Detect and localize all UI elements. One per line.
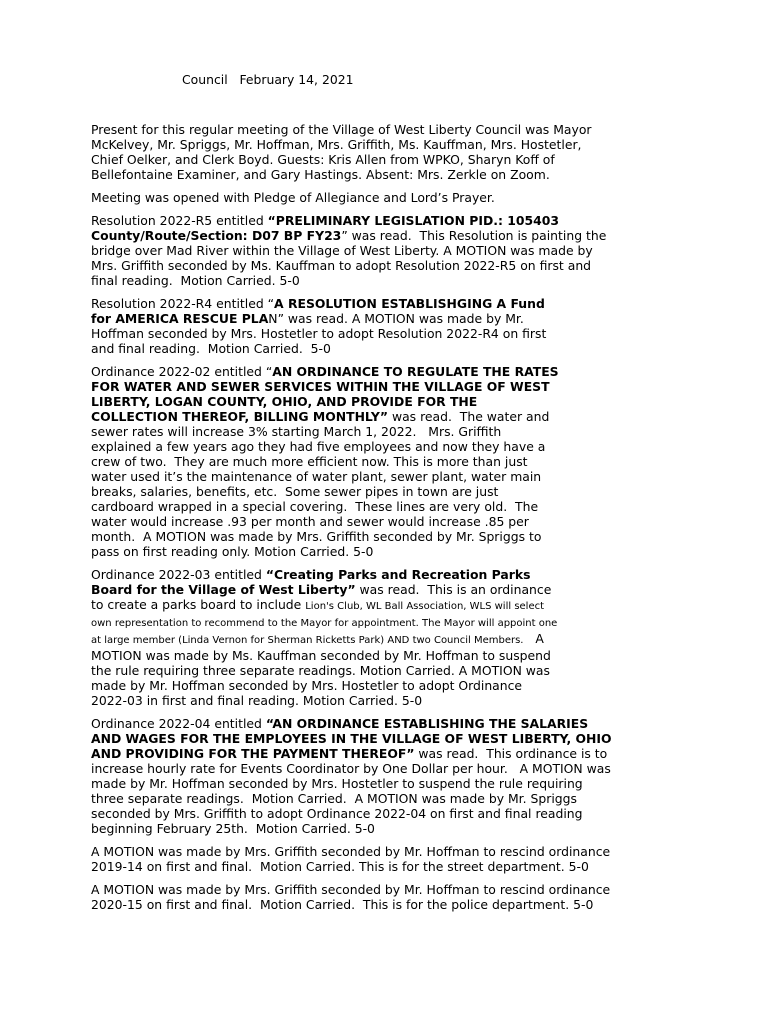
text-run: Meeting was opened with Pledge of Allegiance and Lord’s Prayer. [91, 190, 495, 205]
text-line [91, 648, 691, 663]
text-run: A MOTION was made by Mrs. Griffith seconded by Mr. Hoffman to rescind ordinance [91, 844, 611, 859]
text-line [91, 529, 691, 544]
text-run: sewer rates will increase 3% starting March 1, 2022. Mrs. Griffith [91, 424, 502, 439]
bold-text-run: “Creating Parks and Recreation Parks [265, 567, 531, 582]
document-header: Council February 14, 2021 [182, 72, 354, 87]
text-run: A MOTION was made by Mrs. Griffith seconded by Mr. Hoffman to rescind ordinance [91, 882, 611, 897]
text-line [91, 484, 691, 499]
text-run: bridge over Mad River within the Village of West Liberty. A MOTION was made by [91, 243, 593, 258]
text-line [91, 228, 691, 243]
text-run: breaks, salaries, benefits, etc. Some sewer pipes in town are just [91, 484, 499, 499]
paragraph [91, 364, 691, 559]
text-line [91, 776, 691, 791]
text-line [91, 122, 691, 137]
paragraph [91, 296, 691, 356]
text-run: Chief Oelker, and Clerk Boyd. Guests: Kris Allen from WPKO, Sharyn Koff of [91, 152, 555, 167]
text-run: and final reading. Motion Carried. 5-0 [91, 341, 331, 356]
text-line [91, 137, 691, 152]
text-line [91, 806, 691, 821]
text-line [91, 311, 691, 326]
text-line [91, 394, 691, 409]
text-run: water used it’s the maintenance of water plant, sewer plant, water main [91, 469, 542, 484]
text-line [91, 678, 691, 693]
text-run: Resolution 2022-R4 entitled “ [91, 296, 275, 311]
text-line [91, 152, 691, 167]
text-run: water would increase .93 per month and sewer would increase .85 per [91, 514, 529, 529]
bold-text-run: COLLECTION THEREOF, BILLING MONTHLY” [91, 409, 389, 424]
text-line [91, 243, 691, 258]
text-line [91, 582, 691, 597]
text-run: Bellefontaine Examiner, and Gary Hastings. Absent: Mrs. Zerkle on Zoom. [91, 167, 550, 182]
paragraph [91, 122, 691, 182]
text-run: Ordinance 2022-03 entitled [91, 567, 266, 582]
text-run: Ordinance 2022-02 entitled “ [91, 364, 273, 379]
bold-text-run: AND WAGES FOR THE EMPLOYEES IN THE VILLAGE OF WEST LIBERTY, OHIO [91, 731, 612, 746]
text-run: was read. The water and [388, 409, 550, 424]
text-run: month. A MOTION was made by Mrs. Griffith seconded by Mr. Spriggs to [91, 529, 542, 544]
bold-text-run: A RESOLUTION ESTABLISHGING A Fund [274, 296, 545, 311]
text-run: made by Mr. Hoffman seconded by Mrs. Hostetler to suspend the rule requiring [91, 776, 583, 791]
text-line [91, 897, 691, 912]
text-run: made by Mr. Hoffman seconded by Mrs. Hostetler to adopt Ordinance [91, 678, 523, 693]
text-line [91, 859, 691, 874]
bold-text-run: AN ORDINANCE TO REGULATE THE RATES [272, 364, 559, 379]
paragraph [91, 716, 691, 836]
text-line [91, 544, 691, 559]
text-line [91, 631, 691, 648]
text-run: 2022-03 in first and final reading. Motion Carried. 5-0 [91, 693, 423, 708]
text-line [91, 469, 691, 484]
text-line [91, 424, 691, 439]
text-run: 2019-14 on first and final. Motion Carried. This is for the street department. 5-0 [91, 859, 589, 874]
paragraph [91, 844, 691, 874]
text-run: crew of two. They are much more efficient now. This is more than just [91, 454, 528, 469]
text-run: the rule requiring three separate readings. Motion Carried. A MOTION was [91, 663, 550, 678]
bold-text-run: “AN ORDINANCE ESTABLISHING THE SALARIES [265, 716, 589, 731]
bold-text-run: LIBERTY, LOGAN COUNTY, OHIO, AND PROVIDE FOR THE [91, 394, 478, 409]
text-line [91, 409, 691, 424]
text-run: at large member (Linda Vernon for Sherman Ricketts Park) AND two Council Members. [91, 635, 524, 646]
text-run: Present for this regular meeting of the Village of West Liberty Council was Mayor [91, 122, 592, 137]
text-line [91, 663, 691, 678]
bold-text-run: AND PROVIDING FOR THE PAYMENT THEREOF” [91, 746, 415, 761]
bold-text-run: Board for the Village of West Liberty” [91, 582, 356, 597]
text-line [91, 379, 691, 394]
text-run: Hoffman seconded by Mrs. Hostetler to adopt Resolution 2022-R4 on first [91, 326, 547, 341]
text-run: ” was read. This Resolution is painting the [341, 228, 607, 243]
paragraph [91, 213, 691, 288]
text-line [91, 258, 691, 273]
text-run: final reading. Motion Carried. 5-0 [91, 273, 300, 288]
text-line [91, 731, 691, 746]
text-line [91, 614, 691, 631]
text-run: 2020-15 on first and final. Motion Carried. This is for the police department. 5-0 [91, 897, 594, 912]
text-line [91, 364, 691, 379]
paragraph [91, 190, 691, 205]
text-line [91, 341, 691, 356]
text-run: own representation to recommend to the Mayor for appointment. The Mayor will appoint one [91, 618, 558, 629]
text-line [91, 761, 691, 776]
text-run: cardboard wrapped in a special covering. These lines are very old. The [91, 499, 539, 514]
text-line [91, 791, 691, 806]
text-run: was read. This ordinance is to [414, 746, 608, 761]
bold-text-run: FOR WATER AND SEWER SERVICES WITHIN THE VILLAGE OF WEST [91, 379, 550, 394]
text-run: explained a few years ago they had five employees and now they have a [91, 439, 546, 454]
text-line [91, 454, 691, 469]
text-run: A [523, 631, 544, 646]
text-run: Ordinance 2022-04 entitled [91, 716, 266, 731]
text-line [91, 213, 691, 228]
text-line [91, 567, 691, 582]
paragraph [91, 882, 691, 912]
document-body [91, 122, 691, 920]
bold-text-run: for AMERICA RESCUE PLA [91, 311, 269, 326]
paragraph [91, 567, 691, 708]
text-run: beginning February 25th. Motion Carried. 5-0 [91, 821, 375, 836]
text-line [91, 844, 691, 859]
text-line [91, 597, 691, 614]
text-run: three separate readings. Motion Carried. A MOTION was made by Mr. Spriggs [91, 791, 577, 806]
bold-text-run: “PRELIMINARY LEGISLATION PID.: 105403 [267, 213, 559, 228]
text-run: pass on first reading only. Motion Carried. 5-0 [91, 544, 374, 559]
text-run: seconded by Mrs. Griffith to adopt Ordinance 2022-04 on first and final reading [91, 806, 583, 821]
text-run: MOTION was made by Ms. Kauffman seconded by Mr. Hoffman to suspend [91, 648, 551, 663]
text-line [91, 499, 691, 514]
text-line [91, 439, 691, 454]
text-line [91, 746, 691, 761]
text-line [91, 167, 691, 182]
text-run: to create a parks board to include [91, 597, 306, 612]
text-run: Mrs. Griffith seconded by Ms. Kauffman to adopt Resolution 2022-R5 on first and [91, 258, 592, 273]
text-run: Resolution 2022-R5 entitled [91, 213, 268, 228]
text-line [91, 190, 691, 205]
text-line [91, 693, 691, 708]
text-line [91, 296, 691, 311]
text-run: N” was read. A MOTION was made by Mr. [268, 311, 524, 326]
text-line [91, 882, 691, 897]
text-line [91, 273, 691, 288]
text-run: McKelvey, Mr. Spriggs, Mr. Hoffman, Mrs. Griffith, Ms. Kauffman, Mrs. Hostetler, [91, 137, 582, 152]
text-run: increase hourly rate for Events Coordinator by One Dollar per hour. A MOTION was [91, 761, 611, 776]
text-line [91, 821, 691, 836]
bold-text-run: County/Route/Section: D07 BP FY23 [91, 228, 342, 243]
text-run: was read. This is an ordinance [355, 582, 552, 597]
text-line [91, 326, 691, 341]
text-line [91, 716, 691, 731]
text-line [91, 514, 691, 529]
text-run: Lion's Club, WL Ball Association, WLS will select [305, 601, 545, 612]
